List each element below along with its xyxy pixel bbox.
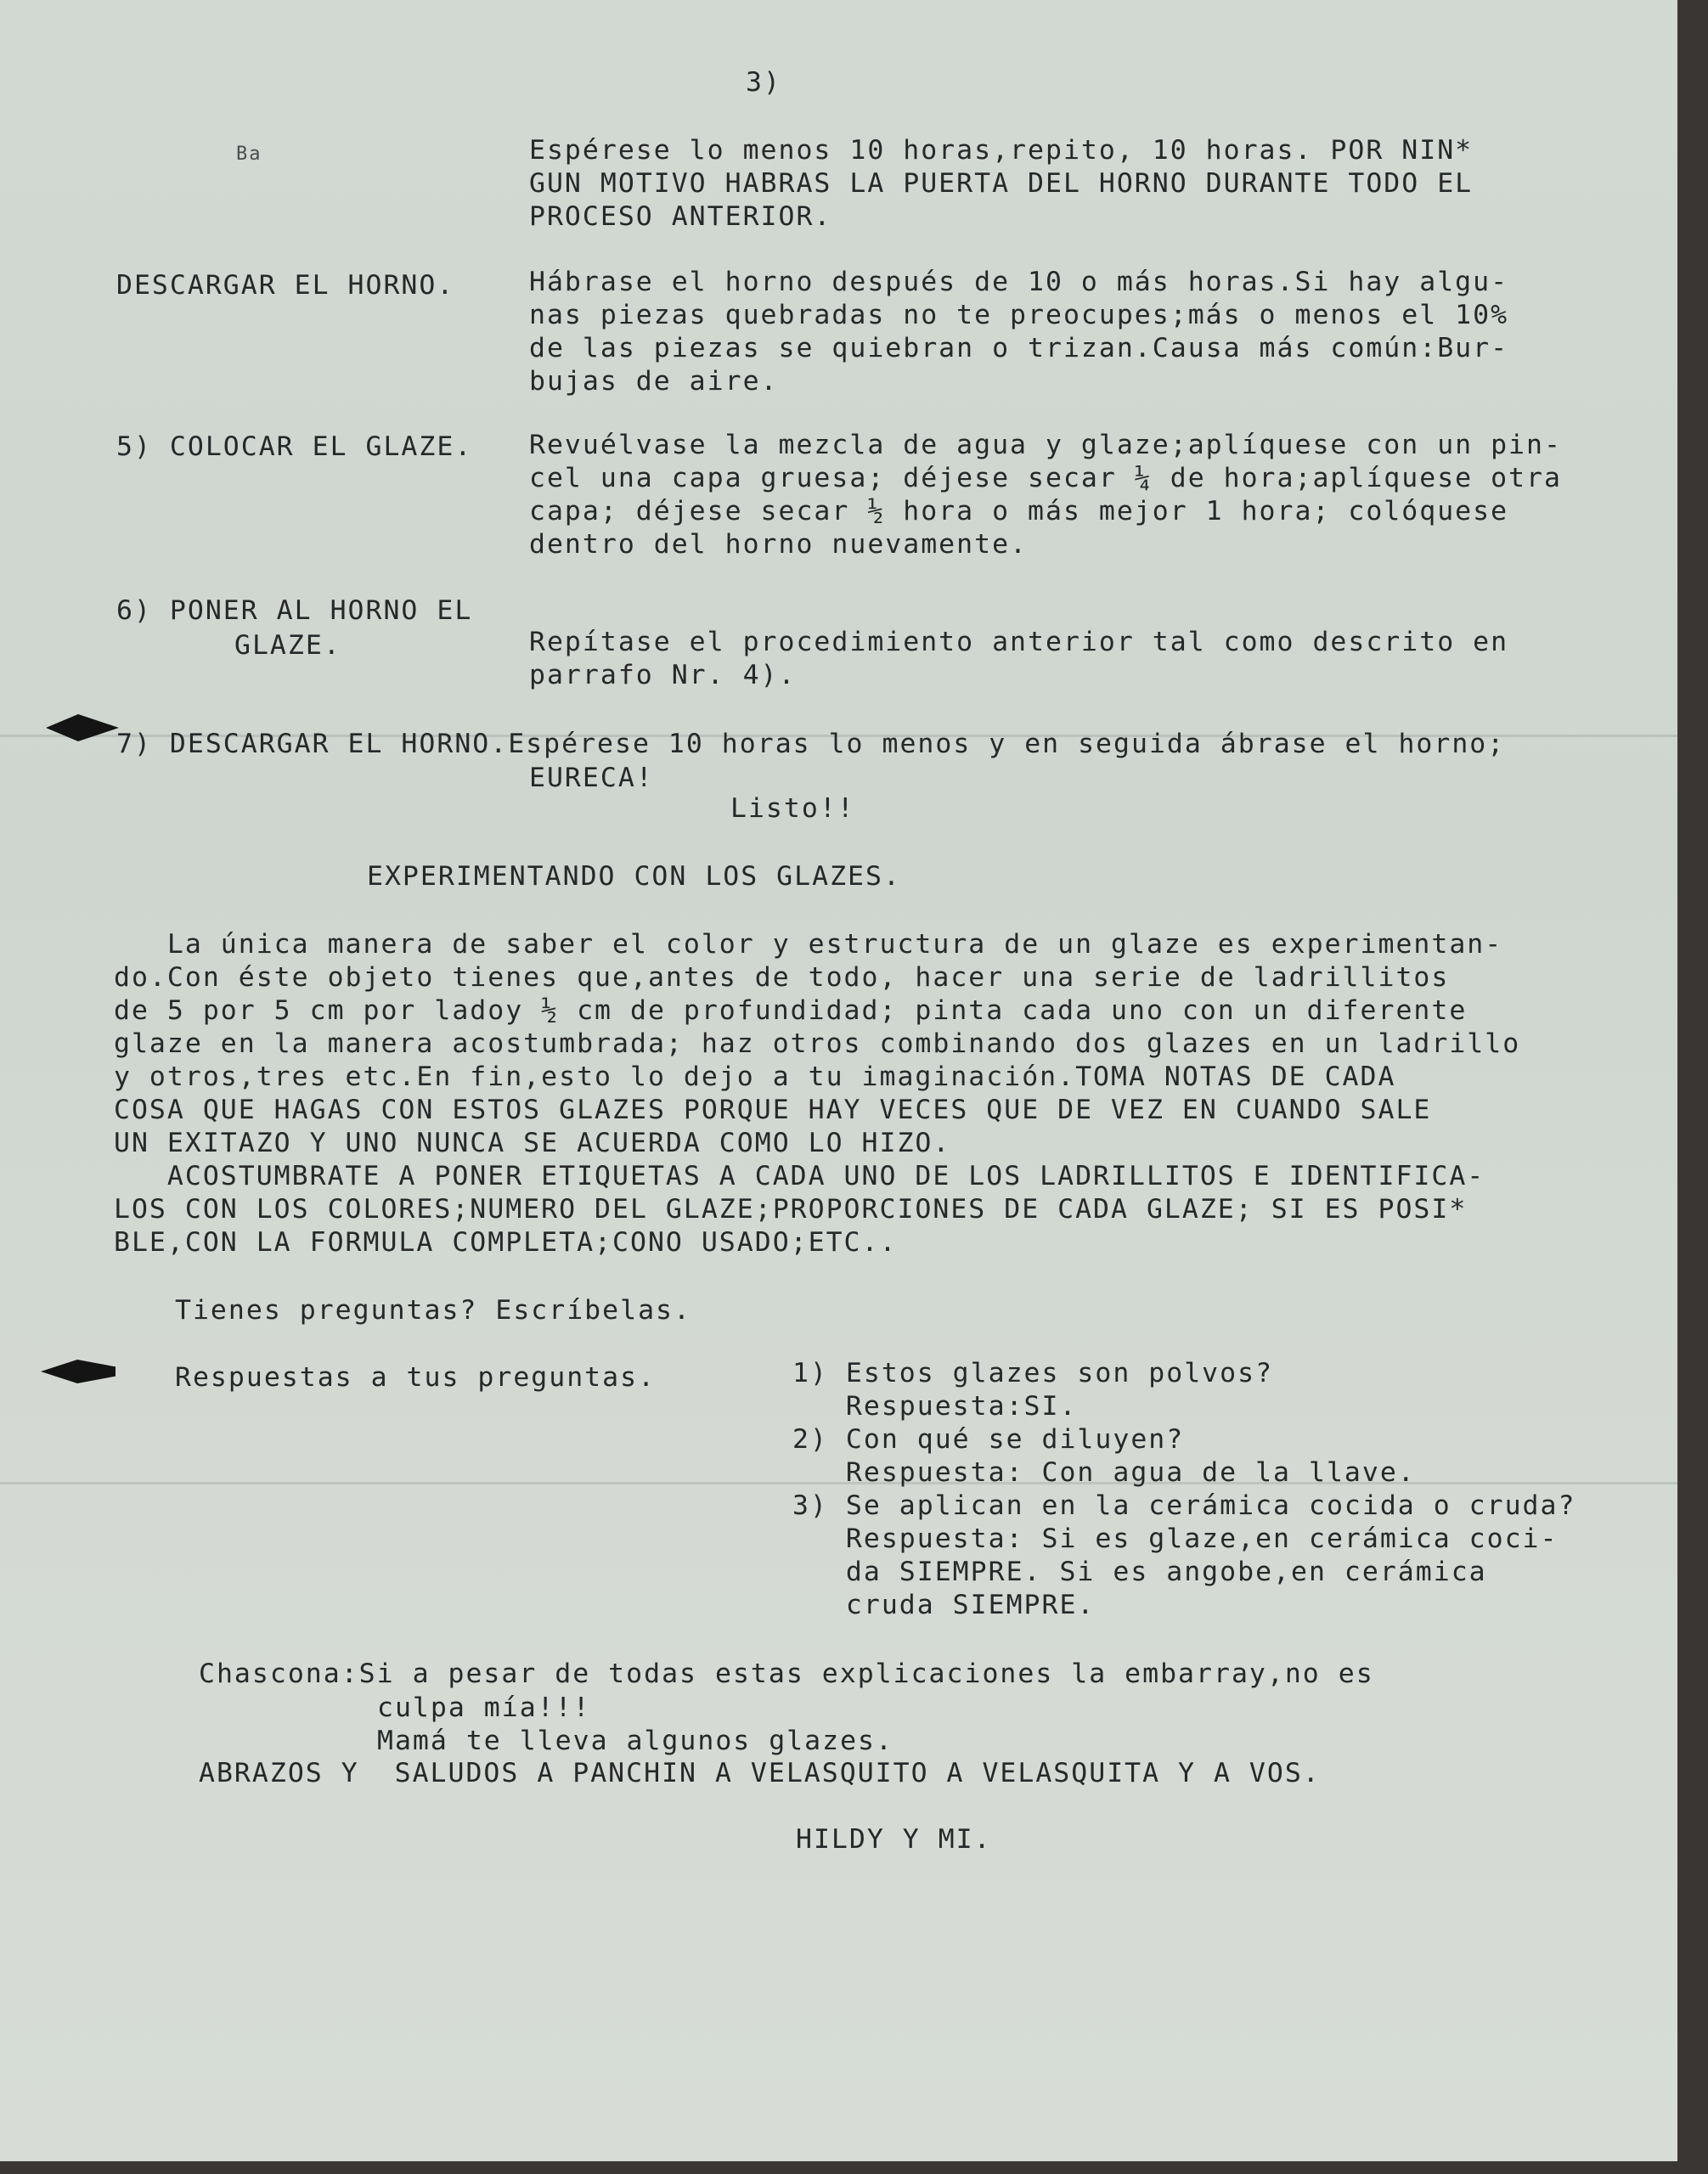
listo-exclamation: Listo!! (730, 793, 855, 824)
text-line: parrafo Nr. 4). (529, 660, 797, 690)
answers-label: Respuestas a tus preguntas. (175, 1362, 657, 1393)
qa-list (792, 1357, 1576, 1622)
closing-line: culpa mía!!! (377, 1692, 591, 1723)
punch-hole-icon (44, 712, 121, 744)
qa-line: Respuesta: Con agua de la llave. (792, 1457, 1416, 1488)
text-line: glaze en la manera acostumbrada; haz otros combinando dos glazes en un ladrillo (114, 1028, 1521, 1059)
step6-label: 6) PONER AL HORNO EL (116, 595, 473, 626)
text-line: capa; déjese secar ½ hora o más mejor 1 hora; colóquese (529, 496, 1509, 527)
text-line: PROCESO ANTERIOR. (529, 201, 832, 232)
qa-line: Respuesta: Si es glaze,en cerámica coci- (792, 1523, 1559, 1554)
text-line: de las piezas se quiebran o trizan.Causa más común:Bur- (529, 333, 1509, 363)
step7-eureca: EURECA! (529, 763, 654, 793)
step6-body (529, 626, 1508, 692)
text-line: ACOSTUMBRATE A PONER ETIQUETAS A CADA UNO DE LOS LADRILLITOS E IDENTIFICA- (114, 1161, 1485, 1191)
text-line: La única manera de saber el color y estructura de un glaze es experimentan- (114, 929, 1503, 960)
text-line: Revuélvase la mezcla de agua y glaze;aplíquese con un pin- (529, 430, 1562, 460)
step7-line: 7) DESCARGAR EL HORNO.Espérese 10 horas lo menos y en seguida ábrase el horno; (116, 729, 1506, 759)
qa-line: Respuesta:SI. (792, 1391, 1078, 1422)
step6-label-cont: GLAZE. (234, 630, 341, 661)
qa-line: cruda SIEMPRE. (792, 1590, 1096, 1620)
step-descargar-body (529, 266, 1508, 398)
closing-line: Chascona:Si a pesar de todas estas explicaciones la embarray,no es (199, 1659, 1374, 1689)
experiment-paragraph (114, 928, 1520, 1259)
closing-line: Mamá te lleva algunos glazes. (377, 1726, 893, 1756)
text-line: y otros,tres etc.En fin,esto lo dejo a tu imaginación.TOMA NOTAS DE CADA (114, 1062, 1396, 1092)
marginal-mark: Ba (236, 144, 262, 165)
text-line: BLE,CON LA FORMULA COMPLETA;CONO USADO;ETC.. (114, 1227, 898, 1258)
text-line: GUN MOTIVO HABRAS LA PUERTA DEL HORNO DURANTE TODO EL (529, 168, 1474, 199)
qa-line: 2) Con qué se diluyen? (792, 1424, 1185, 1455)
qa-line: 1) Estos glazes son polvos? (792, 1358, 1274, 1388)
step5-body (529, 429, 1562, 561)
text-line: bujas de aire. (529, 366, 779, 397)
text-line: de 5 por 5 cm por ladoy ½ cm de profundidad; pinta cada uno con un diferente (114, 995, 1468, 1026)
qa-line: da SIEMPRE. Si es angobe,en cerámica (792, 1557, 1487, 1587)
qa-line: 3) Se aplican en la cerámica cocida o cruda? (792, 1490, 1576, 1521)
closing-greetings: ABRAZOS Y SALUDOS A PANCHIN A VELASQUITO A VELASQUITA Y A VOS. (199, 1758, 1321, 1788)
text-line: LOS CON LOS COLORES;NUMERO DEL GLAZE;PROPORCIONES DE CADA GLAZE; SI ES POSI* (114, 1194, 1468, 1225)
text-line: UN EXITAZO Y UNO NUNCA SE ACUERDA COMO LO HIZO. (114, 1128, 951, 1158)
punch-hole-icon (39, 1355, 116, 1388)
page-number: 3) (746, 67, 781, 98)
section-title: EXPERIMENTANDO CON LOS GLAZES. (367, 861, 901, 892)
step5-label: 5) COLOCAR EL GLAZE. (116, 431, 473, 462)
questions-prompt: Tienes preguntas? Escríbelas. (175, 1295, 691, 1326)
text-line: Hábrase el horno después de 10 o más horas.Si hay algu- (529, 267, 1509, 297)
text-line: Espérese lo menos 10 horas,repito, 10 horas. POR NIN* (529, 135, 1474, 166)
step4-continuation (529, 134, 1473, 234)
text-line: dentro del horno nuevamente. (529, 529, 1029, 560)
text-line: cel una capa gruesa; déjese secar ¼ de hora;aplíquese otra (529, 463, 1562, 493)
text-line: Repítase el procedimiento anterior tal como descrito en (529, 627, 1509, 657)
text-line: do.Con éste objeto tienes que,antes de todo, hacer una serie de ladrillitos (114, 962, 1450, 993)
text-line: nas piezas quebradas no te preocupes;más o menos el 10% (529, 300, 1509, 330)
signature: HILDY Y MI. (796, 1824, 992, 1855)
text-line: COSA QUE HAGAS CON ESTOS GLAZES PORQUE HAY VECES QUE DE VEZ EN CUANDO SALE (114, 1095, 1432, 1125)
step-descargar-label: DESCARGAR EL HORNO. (116, 270, 455, 301)
